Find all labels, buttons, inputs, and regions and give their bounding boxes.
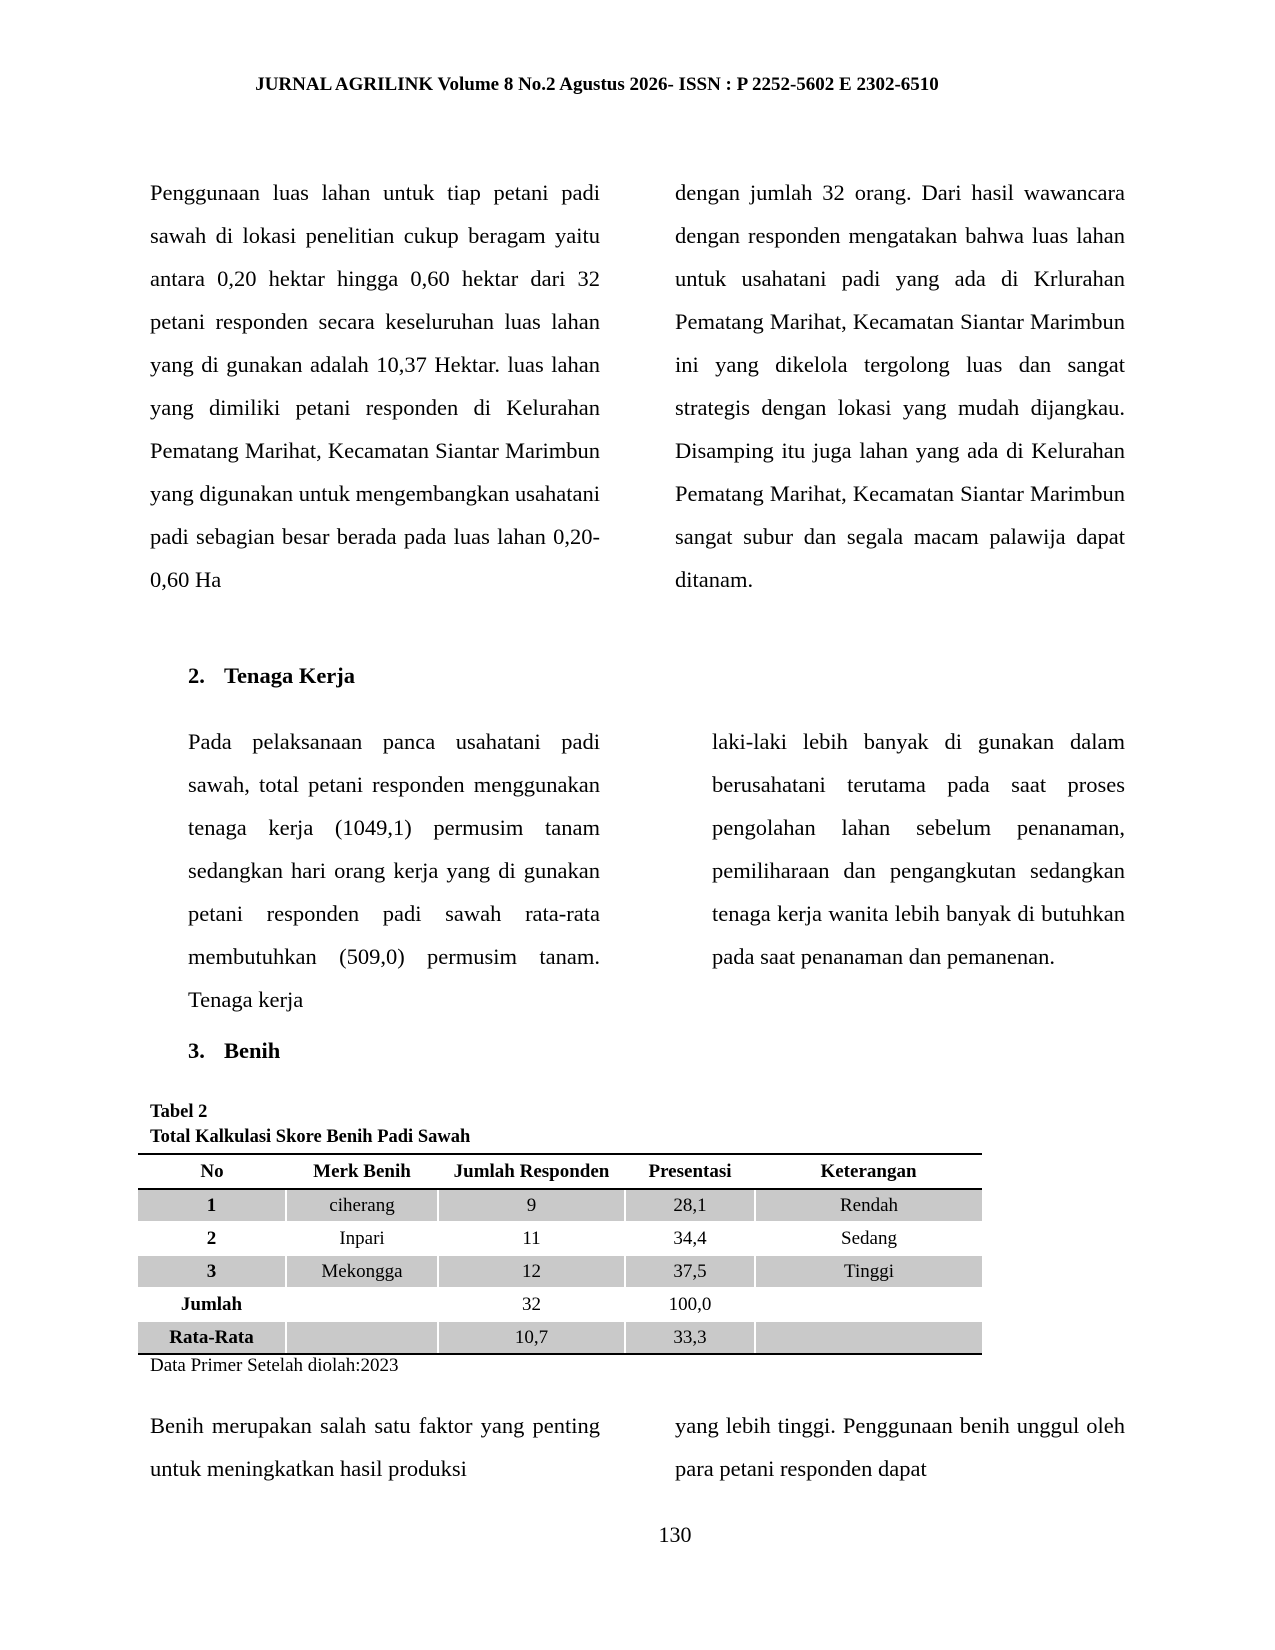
table-cell: 3 — [138, 1255, 286, 1288]
seed-score-table — [138, 1153, 982, 1355]
table-cell — [286, 1288, 438, 1321]
table-row — [138, 1222, 982, 1255]
section2-right-column — [712, 720, 1125, 978]
table-title: Total Kalkulasi Skore Benih Padi Sawah — [150, 1127, 471, 1147]
table-row — [138, 1189, 982, 1222]
section1-left-column — [150, 171, 600, 601]
table-label: Tabel 2 — [150, 1102, 208, 1122]
table-cell: 28,1 — [625, 1189, 755, 1222]
table-cell: Inpari — [286, 1222, 438, 1255]
section2-right-text: laki-laki lebih banyak di gunakan dalam berusahatani terutama pada saat proses pengolahan lahan sebelum penanaman, pemiliharaan dan pengangkutan sedangkan tenaga kerja wanita lebih banyak di butuhkan pada saat penanaman dan pemanenan. — [712, 729, 1125, 969]
section4-right-text: yang lebih tinggi. Penggunaan benih unggul oleh para petani responden dapat — [675, 1413, 1125, 1481]
section2-title: Tenaga Kerja — [224, 663, 356, 688]
table-cell: 34,4 — [625, 1222, 755, 1255]
table-header-cell: Jumlah Responden — [438, 1154, 625, 1189]
table-cell: 2 — [138, 1222, 286, 1255]
table-header-cell: Keterangan — [755, 1154, 982, 1189]
table-cell: 10,7 — [438, 1321, 625, 1354]
table-cell: Sedang — [755, 1222, 982, 1255]
section4-left-column — [150, 1404, 600, 1490]
table-header-cell: No — [138, 1154, 286, 1189]
section1-right-column — [675, 171, 1125, 601]
table-cell: Tinggi — [755, 1255, 982, 1288]
table-cell: 100,0 — [625, 1288, 755, 1321]
table-cell — [286, 1321, 438, 1354]
table-cell: ciherang — [286, 1189, 438, 1222]
table-cell: Jumlah — [138, 1288, 286, 1321]
table-cell: 37,5 — [625, 1255, 755, 1288]
section3-heading — [188, 1038, 280, 1064]
section3-number: 3. — [188, 1038, 205, 1063]
table-cell: Rata-Rata — [138, 1321, 286, 1354]
table-cell: Rendah — [755, 1189, 982, 1222]
table-cell: 9 — [438, 1189, 625, 1222]
page-number: 130 — [658, 1522, 692, 1547]
section3-title: Benih — [224, 1038, 281, 1063]
table-row — [138, 1255, 982, 1288]
section1-right-text: dengan jumlah 32 orang. Dari hasil wawancara dengan responden mengatakan bahwa luas lahan untuk usahatani padi yang ada di Krlurahan Pematang Marihat, Kecamatan Siantar Marimbun ini yang dikelola tergolong luas dan sangat strategis dengan lokasi yang mudah dijangkau. Disamping itu juga lahan yang ada di Kelurahan Pematang Marihat, Kecamatan Siantar Marimbun sangat subur dan segala macam palawija dapat ditanam. — [675, 180, 1125, 592]
section2-number: 2. — [188, 663, 205, 688]
table-source-note: Data Primer Setelah diolah:2023 — [150, 1355, 399, 1376]
table-cell: 11 — [438, 1222, 625, 1255]
table-cell: 32 — [438, 1288, 625, 1321]
table-total-row — [138, 1288, 982, 1321]
section4-left-text: Benih merupakan salah satu faktor yang penting untuk meningkatkan hasil produksi — [150, 1413, 600, 1481]
section1-left-text: Penggunaan luas lahan untuk tiap petani padi sawah di lokasi penelitian cukup beragam yaitu antara 0,20 hektar hingga 0,60 hektar dari 32 petani responden secara keseluruhan luas lahan yang di gunakan adalah 10,37 Hektar. luas lahan yang dimiliki petani responden di Kelurahan Pematang Marihat, Kecamatan Siantar Marimbun yang digunakan untuk mengembangkan usahatani padi sebagian besar berada pada luas lahan 0,20-0,60 Ha — [150, 180, 600, 592]
table-header-row — [138, 1154, 982, 1189]
table-cell: 33,3 — [625, 1321, 755, 1354]
table-header-cell: Presentasi — [625, 1154, 755, 1189]
section2-heading — [188, 663, 355, 689]
table-cell — [755, 1321, 982, 1354]
journal-header: JURNAL AGRILINK Volume 8 No.2 Agustus 2026- ISSN : P 2252-5602 E 2302-6510 — [255, 74, 939, 95]
table-cell: 1 — [138, 1189, 286, 1222]
table-average-row — [138, 1321, 982, 1354]
table-header-cell: Merk Benih — [286, 1154, 438, 1189]
section4-right-column — [675, 1404, 1125, 1490]
table-cell: 12 — [438, 1255, 625, 1288]
section2-left-text: Pada pelaksanaan panca usahatani padi sawah, total petani responden menggunakan tenaga kerja (1049,1) permusim tanam sedangkan hari orang kerja yang di gunakan petani responden padi sawah rata-rata membutuhkan (509,0) permusim tanam. Tenaga kerja — [188, 729, 600, 1012]
section2-left-column — [188, 720, 600, 1021]
table-cell — [755, 1288, 982, 1321]
table-cell: Mekongga — [286, 1255, 438, 1288]
